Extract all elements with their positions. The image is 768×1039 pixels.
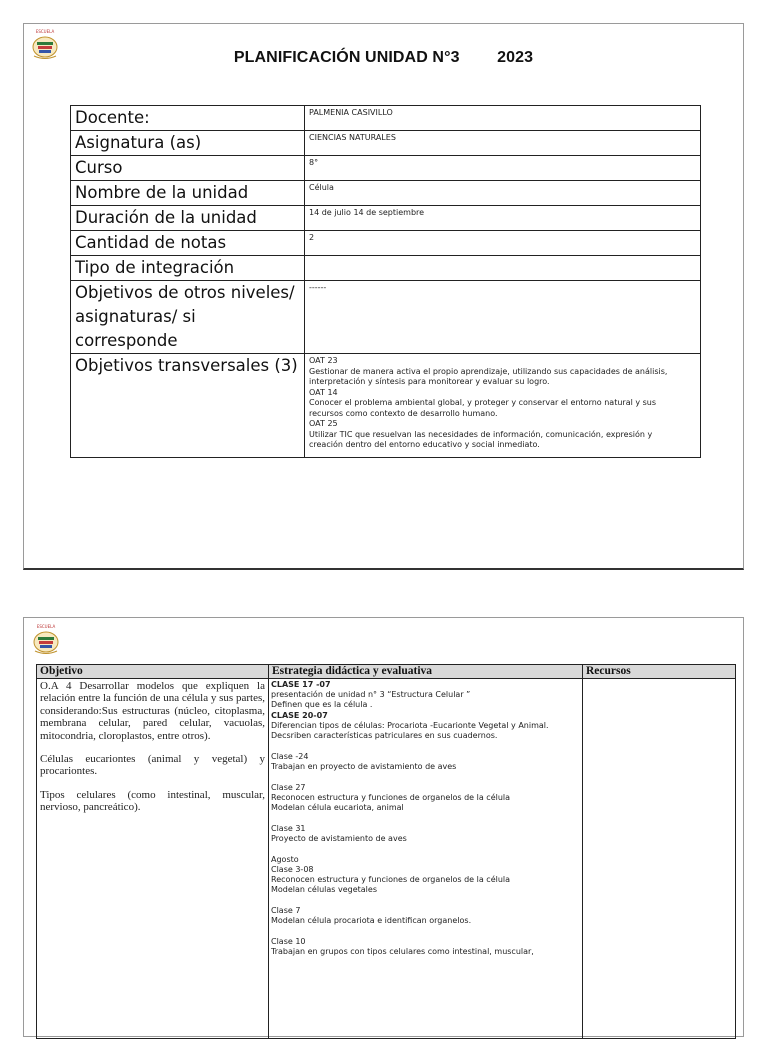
oat-line: OAT 23 [309,356,338,365]
plan-header-row [37,665,736,679]
oat-line: OAT 25 [309,419,338,428]
info-label: Tipo de integración [71,256,305,281]
strategy-line: Decsriben características patriculares en sus cuadernos. [271,731,498,741]
info-row-notas [71,231,701,256]
strategy-line: Modelan célula procariota e identifican organelos. [271,916,472,926]
info-row-integracion [71,256,701,281]
title-year: 2023 [497,49,534,66]
resources-cell [583,679,736,1039]
oat-line: Conocer el problema ambiental global, y proteger y conservar el entorno natural y sus [309,398,657,407]
strategy-line: Clase 3-08 [271,864,314,874]
strategy-entry [271,680,580,741]
objective-paragraph: Tipos celulares (como intestinal, muscular, nervioso, pancreático). [40,788,265,814]
header-objective: Objetivo [37,665,269,679]
info-row-asignatura [71,131,701,156]
info-label: Docente: [71,106,305,131]
objective-paragraph: Células eucariontes (animal y vegetal) y procariontes. [40,753,265,778]
strategy-line: Clase 10 [271,936,306,946]
strategy-line: presentación de unidad n° 3 “Estructura Celular ” [271,690,471,700]
info-value: 2 [305,231,701,256]
info-label: Curso [71,156,305,181]
strategy-line: Reconocen estructura y funciones de organelos de la célula [271,875,511,885]
oat-line: creación dentro del entorno educativo y social inmediato. [309,440,540,449]
strategy-line: CLASE 17 -07 [271,680,331,689]
info-row-docente [71,106,701,131]
info-value: ------ [305,281,701,354]
strategy-line: Reconocen estructura y funciones de organelos de la célula [271,792,511,802]
header-strategy: Estrategia didáctica y evaluativa [269,665,583,679]
strategy-cell [269,679,583,1039]
oat-line: recursos como contexto de desarrollo humano. [309,408,498,418]
lesson-plan-table [36,664,736,1039]
document-page-2 [23,617,744,1037]
info-row-unidad [71,181,701,206]
strategy-entry [271,783,580,814]
strategy-line: Clase 27 [271,782,306,792]
header-resources: Recursos [583,665,736,679]
strategy-line: Diferencian tipos de células: Procariota -Eucarionte Vegetal y Animal. [271,720,549,730]
objective-paragraph: O.A 4 Desarrollar modelos que expliquen la relación entre la función de una célula y sus partes, considerando:Sus estructuras (núcleo, citoplasma, membrana celular, pared celular, vacuolas, mitocondria, cloroplastos, entre otros). [40,680,265,742]
oat-line: OAT 14 [309,387,338,397]
strategy-line: Clase 7 [271,905,301,915]
unit-info-table [70,105,701,458]
info-label: Duración de la unidad [71,206,305,231]
objective-cell [37,679,269,1039]
svg-text:ESCUELA: ESCUELA [35,29,55,34]
document-page-1 [23,23,744,570]
strategy-entry [271,937,580,957]
info-value: PALMENIA CASIVILLO [305,106,701,131]
oat-line: Gestionar de manera activa el propio aprendizaje, utilizando sus capacidades de análisis, [309,366,668,376]
document-title [24,49,743,67]
info-label: Asignatura (as) [71,131,305,156]
info-value [305,256,701,281]
info-value: 8° [305,156,701,181]
info-label: Objetivos de otros niveles/ asignaturas/ si corresponde [71,281,305,354]
strategy-entry [271,752,580,772]
oat-line: Utilizar TIC que resuelvan las necesidades de información, comunicación, expresión y [309,429,653,439]
school-logo [31,623,61,655]
plan-row [37,679,736,1039]
info-label: Objetivos transversales (3) [71,354,305,458]
svg-text:ESCUELA: ESCUELA [36,624,56,629]
info-row-duracion [71,206,701,231]
oat-line: interpretación y síntesis para monitorear y evaluar su logro. [309,377,550,386]
info-row-transversales [71,354,701,458]
info-row-curso [71,156,701,181]
strategy-line: Trabajan en proyecto de avistamiento de aves [271,761,457,771]
info-label: Nombre de la unidad [71,181,305,206]
strategy-line: Clase 31 [271,823,306,833]
info-value: CIENCIAS NATURALES [305,131,701,156]
transversal-objectives [305,354,701,458]
strategy-line: Definen que es la célula . [271,700,373,710]
strategy-entry [271,824,580,844]
strategy-line: Trabajan en grupos con tipos celulares como intestinal, muscular, [271,947,534,957]
strategy-line: Modelan células vegetales [271,885,377,895]
strategy-line: Modelan célula eucariota, animal [271,803,404,813]
strategy-entry [271,906,580,926]
info-value: Célula [305,181,701,206]
strategy-line: CLASE 20-07 [271,710,328,720]
info-value: 14 de julio 14 de septiembre [305,206,701,231]
strategy-entry [271,855,580,896]
strategy-line: Clase -24 [271,751,309,761]
info-row-otros-niveles [71,281,701,354]
strategy-line: Proyecto de avistamiento de aves [271,833,407,843]
strategy-line: Agosto [271,854,299,864]
title-text: PLANIFICACIÓN UNIDAD N°3 [233,49,460,66]
info-label: Cantidad de notas [71,231,305,256]
